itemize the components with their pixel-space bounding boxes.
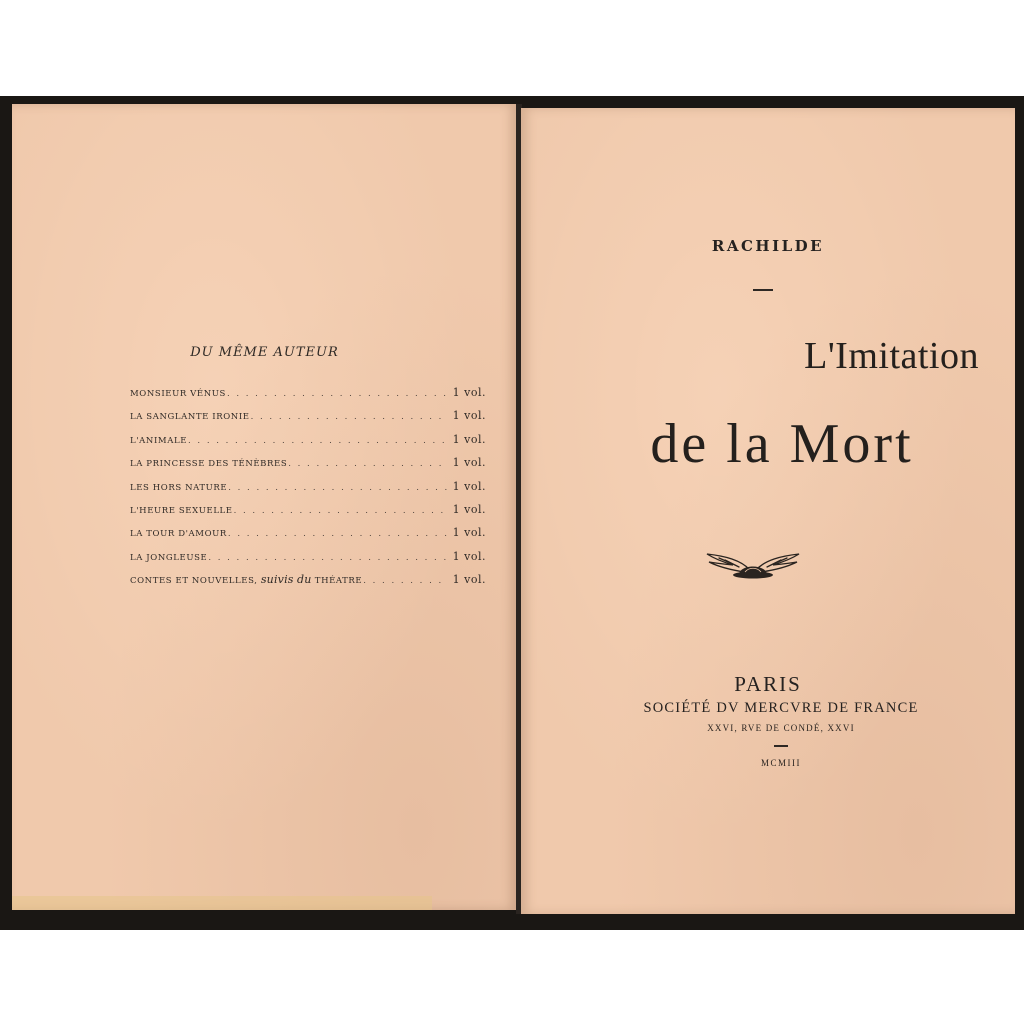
work-volume: 1 vol. [452, 456, 486, 470]
list-item [130, 480, 486, 503]
work-title-part: THÉATRE [311, 576, 363, 587]
right-page [521, 108, 1015, 914]
work-title: L'HEURE SEXUELLE [130, 505, 233, 516]
work-volume: 1 vol. [452, 432, 486, 446]
work-volume: 1 vol. [452, 502, 486, 516]
dot-leader [251, 412, 447, 422]
dot-leader [228, 483, 446, 493]
publisher-city [521, 672, 975, 697]
dot-leader [234, 506, 447, 516]
list-item [130, 503, 486, 526]
left-page [12, 104, 517, 910]
title-line-2: de la Mort [650, 413, 914, 475]
work-title: LES HORS NATURE [130, 482, 228, 493]
list-item [130, 550, 486, 573]
work-title-italic: suivis [260, 573, 294, 587]
dot-leader [363, 576, 446, 586]
publication-year: MCMIII [761, 758, 801, 768]
publisher-name: SOCIÉTÉ DV MERCVRE DE FRANCE [643, 700, 919, 716]
work-title-part: CONTES ET NOUVELLES, [130, 576, 261, 587]
work-title: LA TOUR D'AMOUR [130, 529, 227, 540]
work-title: LA SANGLANTE IRONIE [130, 412, 250, 423]
work-title: MONSIEUR VÉNUS [130, 389, 226, 399]
dot-leader [288, 459, 446, 469]
dot-leader [208, 553, 446, 563]
list-item [130, 409, 486, 432]
works-list-heading: DU MÊME AUTEUR [190, 345, 339, 360]
dot-leader [228, 529, 447, 539]
dot-leader [188, 436, 447, 446]
list-item [130, 526, 486, 549]
work-title: LA JONGLEUSE [130, 552, 208, 563]
work-volume: 1 vol. [452, 479, 486, 493]
work-volume: 1 vol. [452, 409, 486, 423]
work-title-italic: du [296, 573, 312, 587]
dot-leader [227, 389, 447, 399]
list-item [130, 386, 486, 409]
list-item [130, 573, 486, 596]
work-volume: 1 vol. [452, 386, 486, 399]
winged-hat-ornament-icon [705, 548, 801, 582]
author-rule [753, 289, 773, 291]
work-volume: 1 vol. [452, 573, 486, 587]
address-rule [774, 745, 788, 747]
work-title: LA PRINCESSE DES TÉNÈBRES [130, 459, 288, 470]
publisher-city-text: PARIS [734, 672, 802, 696]
title-line-1: L'Imitation [804, 335, 979, 377]
list-item [130, 433, 486, 456]
work-title: L'ANIMALE [130, 435, 188, 446]
author-name: RACHILDE [711, 237, 825, 255]
publisher-address: XXVI, RVE DE CONDÉ, XXVI [707, 723, 855, 733]
work-volume: 1 vol. [452, 549, 486, 563]
works-list [130, 386, 486, 597]
work-volume: 1 vol. [452, 526, 486, 540]
work-title-compound [130, 573, 362, 586]
list-item [130, 456, 486, 479]
